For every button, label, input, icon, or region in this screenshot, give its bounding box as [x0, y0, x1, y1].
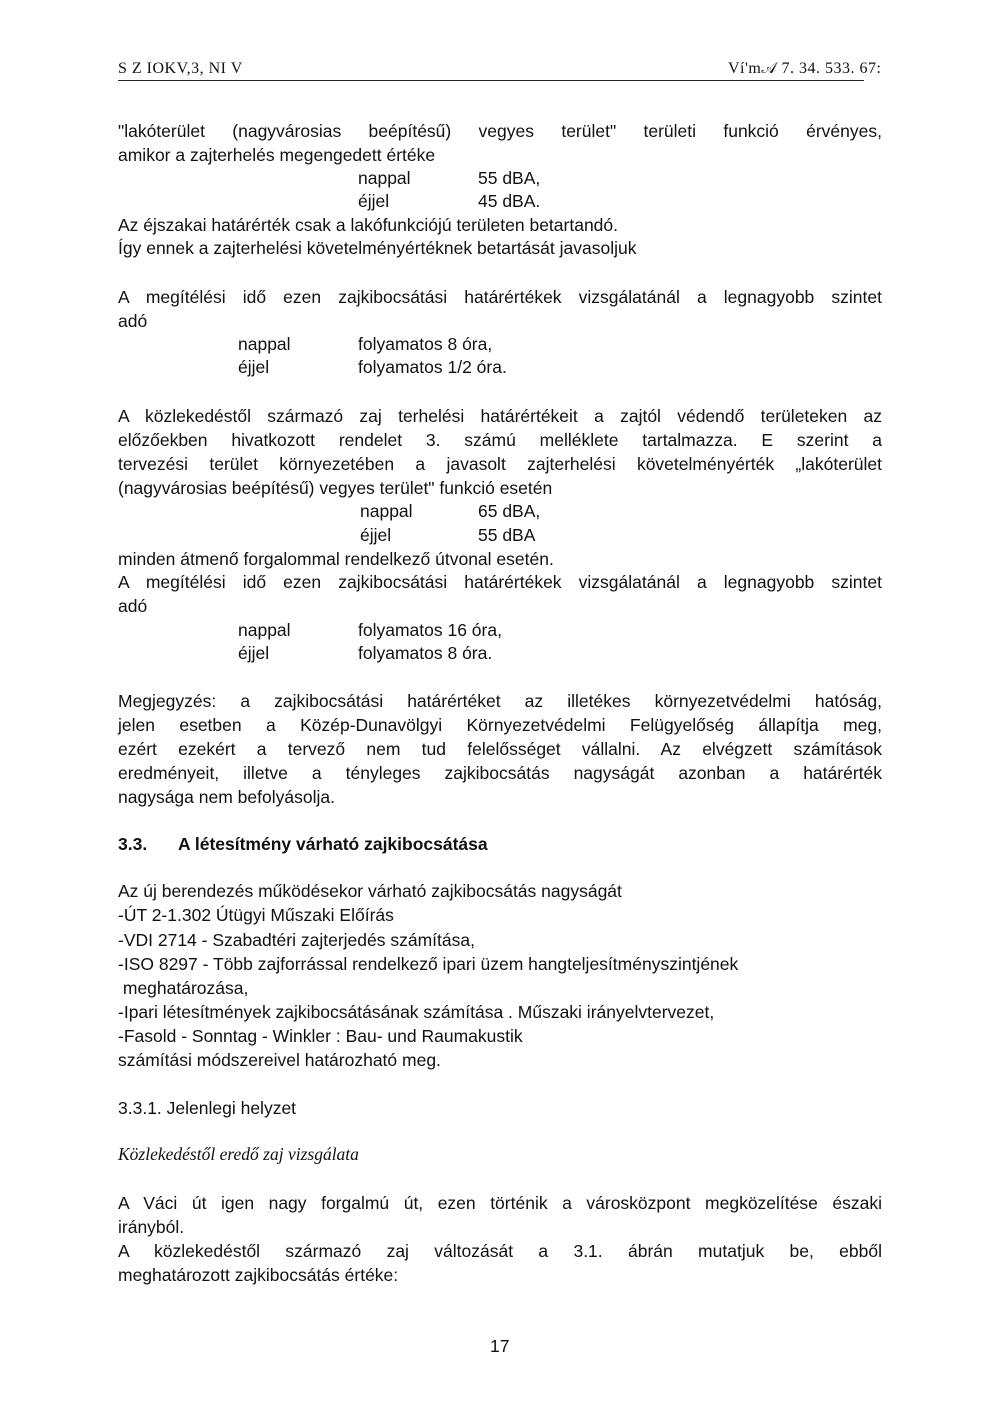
limit-value: 55 dBA [478, 525, 536, 545]
page-number: 17 [490, 1336, 510, 1356]
limit-value: 45 dBA. [478, 191, 541, 211]
list-item: -Fasold - Sonntag - Winkler : Bau- und Raumakustik [118, 1026, 523, 1046]
note-line: eredményeit, illetve a tényleges zajkibocsátás nagyságát azonban a határérték [118, 763, 882, 783]
paragraph-line: amikor a zajterhelés megengedett értéke [118, 145, 436, 165]
time-value: folyamatos 8 óra. [358, 643, 493, 663]
time-value: folyamatos 1/2 óra. [358, 357, 507, 377]
methods-outro: számítási módszereivel határozható meg. [118, 1050, 441, 1070]
list-item: -Ipari létesítmények zajkibocsátásának számítása . Műszaki irányelvtervezet, [118, 1002, 715, 1022]
subsection-heading: 3.3.1. Jelenlegi helyzet [118, 1098, 297, 1118]
time-label: nappal [238, 334, 291, 354]
paragraph-line: Az éjszakai határérték csak a lakófunkciójú területen betartandó. [118, 215, 619, 235]
paragraph-line: adó [118, 596, 148, 616]
paragraph-line: tervezési terület környezetében a javasolt zajterhelési követelményérték „lakóterület [118, 454, 882, 474]
paragraph-line: adó [118, 311, 148, 331]
limit-value: 65 dBA, [478, 501, 541, 521]
header-rule [118, 80, 864, 81]
paragraph-line: A közlekedéstől származó zaj terhelési határértékeit a zajtól védendő területeken az [118, 406, 882, 426]
note-line: ezért ezekért a tervező nem tud felelősséget vállalni. Az elvégzett számítások [118, 739, 882, 759]
paragraph-line: meghatározott zajkibocsátás értéke: [118, 1265, 399, 1285]
paragraph-line: Így ennek a zajterhelési követelményértéknek betartását javasoljuk [118, 238, 637, 258]
list-item: -VDI 2714 - Szabadtéri zajterjedés számítása, [118, 930, 475, 950]
running-header-right: Ví'm𝒜 7. 34. 533. 67: [728, 60, 882, 77]
note-line: jelen esetben a Közép-Dunavölgyi Környezetvédelmi Felügyelőség állapítja meg, [118, 715, 882, 735]
list-item: meghatározása, [118, 978, 249, 998]
time-label: éjjel [238, 357, 270, 377]
note-line: Megjegyzés: a zajkibocsátási határértéket az illetékes környezetvédelmi hatóság, [118, 691, 882, 711]
time-value: folyamatos 8 óra, [358, 334, 493, 354]
paragraph-line: A Váci út igen nagy forgalmú út, ezen történik a városközpont megközelítése északi [118, 1193, 882, 1213]
paragraph-line: előzőekben hivatkozott rendelet 3. számú melléklete tartalmazza. E szerint a [118, 430, 882, 450]
section-title: A létesítmény várható zajkibocsátása [178, 834, 488, 854]
methods-intro: Az új berendezés működésekor várható zajkibocsátás nagyságát [118, 881, 622, 901]
list-item: -ÚT 2-1.302 Útügyi Műszaki Előírás [118, 905, 394, 925]
limit-label: éjjel [358, 191, 390, 211]
time-label: nappal [238, 620, 291, 640]
time-label: éjjel [238, 643, 270, 663]
paragraph-line: A közlekedéstől származó zaj változását a 3.1. ábrán mutatjuk be, ebből [118, 1241, 882, 1261]
paragraph-line: minden átmenő forgalommal rendelkező útvonal esetén. [118, 549, 554, 569]
list-item: -ISO 8297 - Több zajforrással rendelkező ipari üzem hangteljesítményszintjének [118, 954, 739, 974]
paragraph-line: (nagyvárosias beépítésű) vegyes terület" funkció esetén [118, 478, 553, 498]
paragraph-line: irányból. [118, 1217, 185, 1237]
italic-heading: Közlekedéstől eredő zaj vizsgálata [118, 1144, 359, 1164]
time-value: folyamatos 16 óra, [358, 620, 502, 640]
paragraph-line: A megítélési idő ezen zajkibocsátási határértékek vizsgálatánál a legnagyobb szintet [118, 572, 882, 592]
limit-label: nappal [358, 168, 411, 188]
running-header-left: S Z IOKV,3, NI V [118, 60, 243, 77]
section-number: 3.3. [118, 834, 148, 854]
limit-value: 55 dBA, [478, 168, 541, 188]
limit-label: éjjel [360, 525, 392, 545]
paragraph-line: "lakóterület (nagyvárosias beépítésű) vegyes terület" területi funkció érvényes, [118, 121, 882, 141]
limit-label: nappal [360, 501, 413, 521]
paragraph-line: A megítélési idő ezen zajkibocsátási határértékek vizsgálatánál a legnagyobb szintet [118, 287, 882, 307]
note-line: nagysága nem befolyásolja. [118, 787, 335, 807]
